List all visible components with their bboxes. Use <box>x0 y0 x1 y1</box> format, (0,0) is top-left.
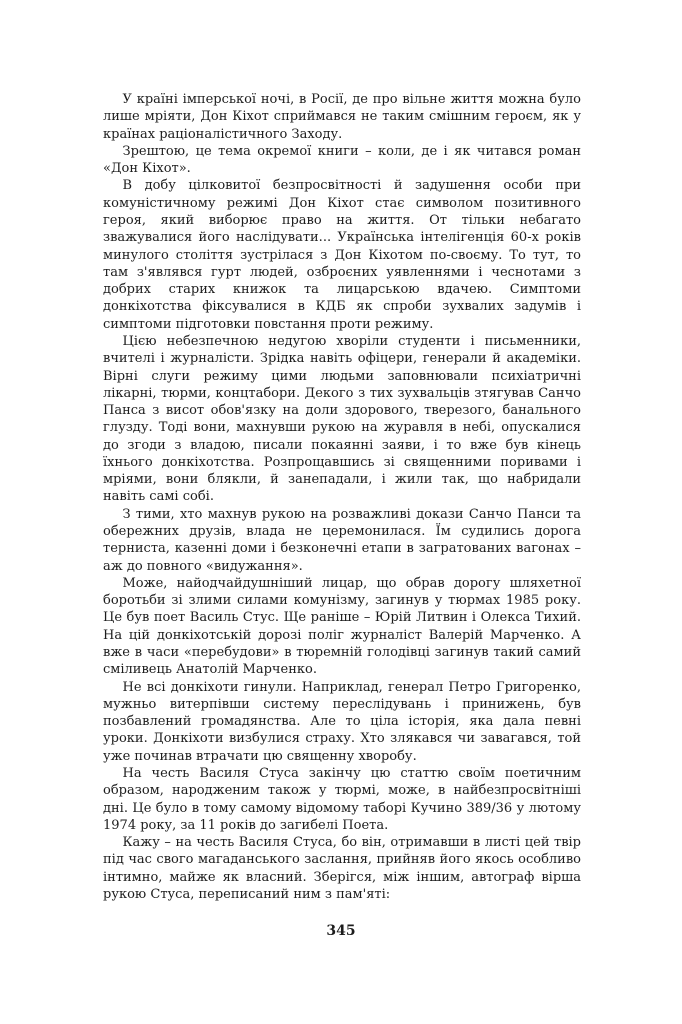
paragraph <box>103 575 581 679</box>
paragraph-text: Цією небезпечною недугою хворіли студенти і письменники, вчителі і журналісти. Зрідка навіть офіцери, генерали й академіки. Вірні слуги режиму цими людьми заповнювали психіатричні лікарні, тюрми, концтабори. Декого з тих зухвальців зтягував Санчо Панса з висот обов'язку на доли здорового, тверезого, банального глузду. Тоді вони, махнувши рукою на журавля в небі, опускалися до згоди з владою, писали покаянні заяви, і то вже був кінець їхнього донкіхотства. Розпрощавшись зі священними поривами і мріями, вони блякли, й занепадали, і жили так, що набридали навіть самі собі. <box>103 333 581 505</box>
paragraph-text: Кажу – на честь Василя Стуса, бо він, отримавши в листі цей твір під час свого магаданського заслання, прийняв його якось особливо інтимно, майже як власний. Зберігся, між іншим, автограф вірша рукою Стуса, переписаний ним з пам'яті: <box>103 835 581 902</box>
paragraph-text: Може, найодчайдушніший лицар, що обрав дорогу шляхетної боротьби зі злими силами комунізму, загинув у тюрмах 1985 року. Це був поет Василь Стус. Ще раніше – Юрій Литвин і Олекса Тихий. На цій донкіхотській дорозі поліг журналіст Валерій Марченко. А вже в часи «перебудови» в тюремній голодівці загинув такий самий сміливець Анатолій Марченко. <box>103 575 581 678</box>
paragraph <box>103 333 581 506</box>
paragraph-text: Не всі донкіхоти гинули. Наприклад, генерал Петро Григоренко, мужньо витерпівши систему переслідувань і принижень, був позбавлений громадянства. Але то ціла історія, яка дала певні уроки. Донкіхоти визбулися страху. Хто злякався чи завагався, той уже починав втрачати цю священну хворобу. <box>103 679 581 764</box>
paragraph <box>103 679 581 765</box>
paragraph <box>103 143 581 178</box>
paragraph <box>103 765 581 834</box>
paragraph-text: Зрештою, це тема окремої книги – коли, де і як читався роман «Дон Кіхот». <box>103 143 581 177</box>
paragraph-text: У країні імперської ночі, в Росії, де про вільне життя можна було лише мріяти, Дон Кіхот сприймався не таким смішним героєм, як у країнах раціоналістичного Заходу. <box>103 92 581 142</box>
paragraph-text: На честь Василя Стуса закінчу цю статтю своїм поетичним образом, народженим також у тюрмі, може, в найбезпросвітніші дні. Це було в тому самому відомому таборі Кучино 389/36 у лютому 1974 року, за 11 років до загибелі Поета. <box>103 765 581 833</box>
main-text <box>103 91 581 903</box>
paragraph <box>103 834 581 903</box>
paragraph <box>103 506 581 575</box>
paragraph <box>103 177 581 333</box>
page-number: 345 <box>326 923 356 939</box>
paragraph-text: З тими, хто махнув рукою на розважливі докази Санчо Панси та обережних друзів, влада не церемонилася. Їм судились дорога терниста, казенні доми і безконечні етапи в загратованих вагонах – аж до повного «видужання». <box>103 506 581 574</box>
paragraph-text: В добу цілковитої безпросвітності й задушення особи при комуністичному режимі Дон Кіхот стає символом позитивного героя, який виборює право на життя. От тільки небагато зважувалися його наслідувати... Українська інтелігенція 60-х років минулого століття зустрілася з Дон Кіхотом по-своєму. То тут, то там з'являвся гурт людей, озброєних уявленнями і чеснотами з добрих старих книжок та лицарською вдачею. Симптоми донкіхотства фіксувалися в КДБ як спроби зухвалих задумів і симптоми підготовки повстання проти режиму. <box>103 178 581 332</box>
paragraph <box>103 91 581 143</box>
